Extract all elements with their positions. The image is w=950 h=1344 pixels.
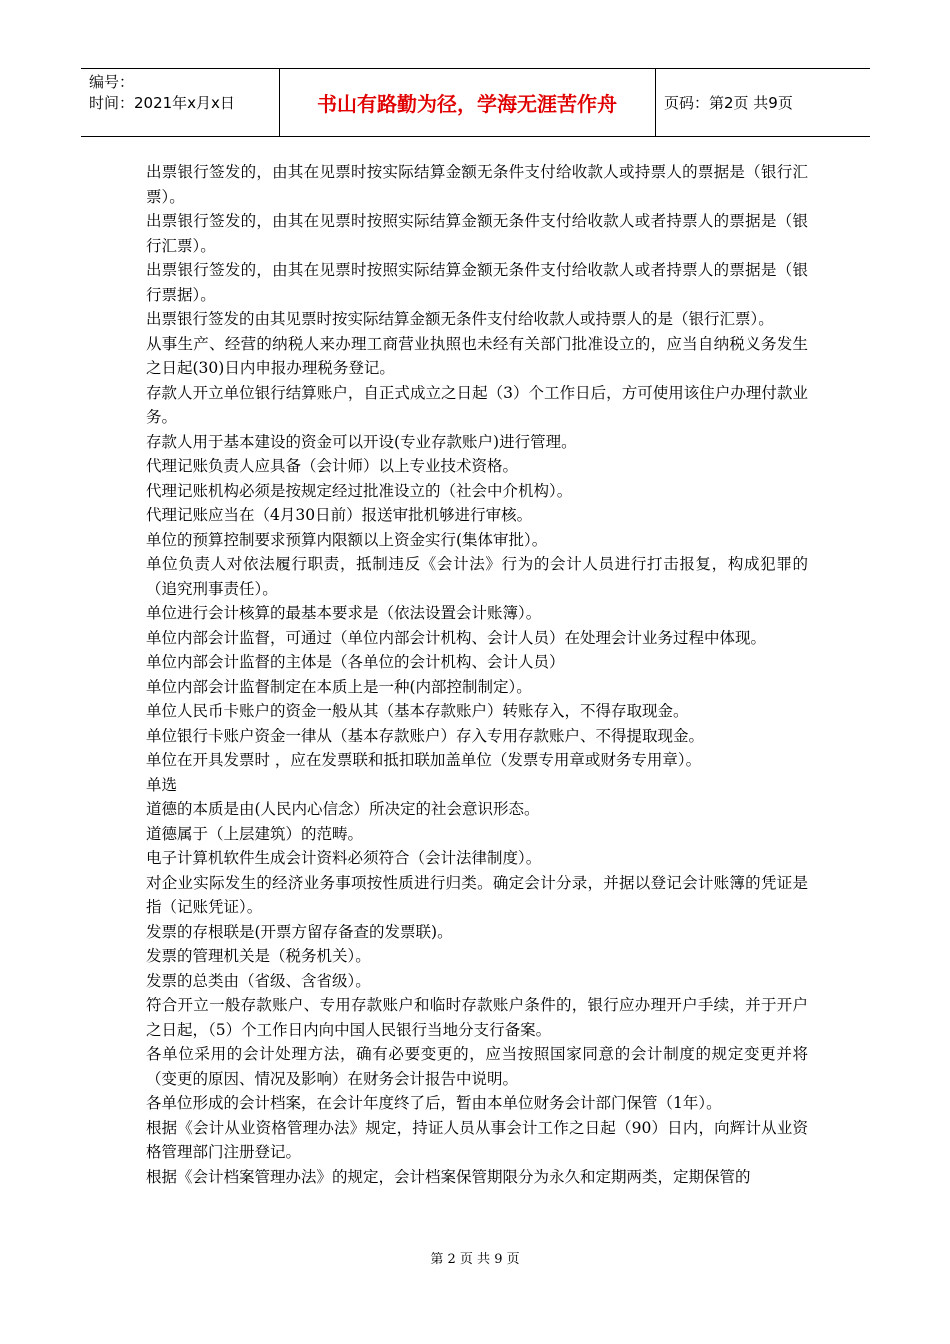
paragraph: 单位银行卡账户资金一律从（基本存款账户）存入专用存款账户、不得提取现金。 (146, 726, 705, 745)
header-number-label: 编号： (89, 73, 135, 91)
paragraph: 单位进行会计核算的最基本要求是（依法设置会计账簿）。 (146, 604, 542, 622)
paragraph: 出票银行签发的由其见票时按实际结算金额无条件支付给收款人或持票人的是（银行汇票）。 (146, 310, 774, 328)
paragraph: 发票的存根联是(开票方留存备查的发票联)。 (146, 922, 453, 941)
header-bottom-rule (81, 136, 870, 137)
paragraph: 根据《会计档案管理办法》的规定，会计档案保管期限分为永久和定期两类，定期保管的 (146, 1167, 751, 1186)
paragraph: 根据《会计从业资格管理办法》规定，持证人员从事会计工作之日起（90）日内，向辉计从业资格管理部门注册登记。 (146, 1118, 808, 1161)
paragraph: 单位人民币卡账户的资金一般从其（基本存款账户）转账存入，不得存取现金。 (146, 702, 689, 720)
paragraph: 各单位采用的会计处理方法，确有必要变更的，应当按照国家同意的会计制度的规定变更并将（变更的原因、情况及影响）在财务会计报告中说明。 (146, 1045, 808, 1088)
paragraph: 单位负责人对依法履行职责，抵制违反《会计法》行为的会计人员进行打击报复，构成犯罪的（追究刑事责任）。 (146, 555, 808, 598)
paragraph: 单位的预算控制要求预算内限额以上资金实行(集体审批）。 (146, 530, 548, 549)
paragraph: 单位内部会计监督制定在本质上是一种(内部控制制定）。 (146, 677, 532, 696)
paragraph: 从事生产、经营的纳税人来办理工商营业执照也未经有关部门批准设立的，应当自纳税义务发生之日起(30)日内申报办理税务登记。 (146, 334, 808, 377)
paragraph: 道德属于（上层建筑）的范畴。 (146, 824, 364, 843)
page-footer: 第 2 页 共 9 页 (430, 1252, 520, 1267)
paragraph: 存款人用于基本建设的资金可以开设(专业存款账户)进行管理。 (146, 432, 577, 451)
paragraph: 出票银行签发的，由其在见票时按照实际结算金额无条件支付给收款人或者持票人的票据是（银行票据）。 (146, 261, 808, 304)
section-heading: 单选 (146, 775, 178, 794)
paragraph: 各单位形成的会计档案，在会计年度终了后，暂由本单位财务会计部门保管（1年）。 (146, 1094, 722, 1112)
header-table (81, 68, 870, 137)
header-time-label: 时间：2021年x月x日 (89, 94, 235, 112)
paragraph: 对企业实际发生的经济业务事项按性质进行归类。确定会计分录，并据以登记会计账簿的凭证是指（记账凭证）。 (146, 873, 808, 916)
paragraph: 发票的管理机关是（税务机关）。 (146, 947, 371, 965)
paragraph: 发票的总类由（省级、含省级）。 (146, 971, 371, 990)
paragraph: 存款人开立单位银行结算账户，自正式成立之日起（3）个工作日后，方可使用该住户办理付款业务。 (146, 383, 808, 426)
header-divider-right (655, 68, 656, 137)
paragraph: 出票银行签发的，由其在见票时按照实际结算金额无条件支付给收款人或者持票人的票据是（银行汇票）。 (146, 212, 808, 255)
paragraph: 单位内部会计监督，可通过（单位内部会计机构、会计人员）在处理会计业务过程中体现。 (146, 628, 767, 647)
paragraph: 道德的本质是由(人民内心信念）所决定的社会意识形态。 (146, 800, 540, 818)
header-motto: 书山有路勤为径，学海无涯苦作舟 (317, 91, 617, 116)
paragraph: 代理记账应当在（4月30日前）报送审批机够进行审核。 (146, 506, 533, 524)
header-page-info: 页码：第2页 共9页 (664, 93, 793, 112)
paragraph: 符合开立一般存款账户、专用存款账户和临时存款账户条件的，银行应办理开户手续，并于开户之日起，（5）个工作日内向中国人民银行当地分支行备案。 (146, 996, 808, 1039)
paragraph: 电子计算机软件生成会计资料必须符合（会计法律制度）。 (146, 849, 542, 867)
paragraph: 代理记账机构必须是按规定经过批准设立的（社会中介机构）。 (146, 481, 573, 500)
paragraph: 代理记账负责人应具备（会计师）以上专业技术资格。 (146, 457, 519, 475)
document-body (146, 160, 808, 1189)
paragraph: 单位在开具发票时 ，应在发票联和抵扣联加盖单位（发票专用章或财务专用章）。 (146, 751, 702, 769)
paragraph: 单位内部会计监督的主体是（各单位的会计机构、会计人员） (146, 653, 565, 671)
header-meta (89, 72, 235, 114)
paragraph: 出票银行签发的，由其在见票时按实际结算金额无条件支付给收款人或持票人的票据是（银行汇票）。 (146, 163, 808, 206)
